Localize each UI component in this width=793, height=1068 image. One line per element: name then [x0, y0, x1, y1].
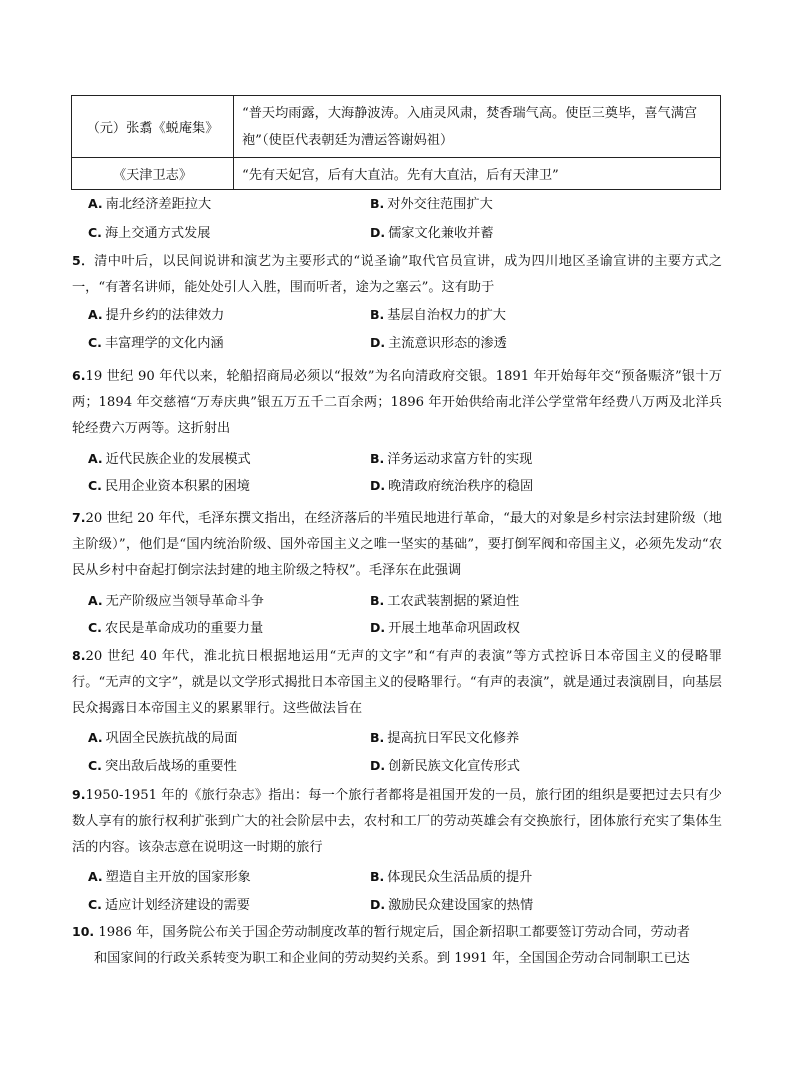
option-b[interactable]: B. 工农武装割据的紧迫性 — [370, 593, 520, 609]
option-b[interactable]: B. 基层自治权力的扩大 — [370, 307, 506, 323]
option-c[interactable]: C. 民用企业资本积累的困境 — [88, 478, 250, 494]
question-10-stem: 10. 1986 年，国务院公布关于国企劳动制度改革的暂行规定后，国企新招职工都要签订劳动合同，劳动者 — [72, 924, 690, 940]
question-5-stem: 5．清中叶后，以民间说讲和演艺为主要形式的“说圣谕”取代官员宣讲，成为四川地区圣谕宣讲的主要方式之一，“有著名讲师，能处处引人入胜，围而听者，途为之塞云”。这有助于 — [72, 253, 722, 295]
table-row — [72, 96, 721, 158]
option-b[interactable]: B. 洋务运动求富方针的实现 — [370, 451, 533, 467]
option-c[interactable]: C. 丰富理学的文化内涵 — [88, 335, 224, 351]
option-b[interactable]: B. 提高抗日军民文化修养 — [370, 730, 520, 746]
option-c[interactable]: C. 突出敌后战场的重要性 — [88, 758, 237, 774]
option-a[interactable]: A. 巩固全民族抗战的局面 — [88, 730, 238, 746]
option-a[interactable]: A. 南北经济差距拉大 — [88, 196, 212, 212]
source-name: （元）张翥《蜕庵集》 — [72, 96, 234, 158]
question-9-stem: 9.1950-1951 年的《旅行杂志》指出：每一个旅行者都将是祖国开发的一员，旅行团的组织是要把过去只有少数人享有的旅行权利扩张到广大的社会阶层中去，农村和工厂的劳动英雄会有交换旅行，团体旅行充实了集体生活的内容。该杂志意在说明这一时期的旅行 — [72, 787, 722, 855]
question-6-stem: 6.19 世纪 90 年代以来，轮船招商局必须以“报效”为名向清政府交银。1891 年开始每年交“预备赈济”银十万两；1894 年交慈禧“万寿庆典”银五万五千二百余两；1896 年开始供给南北洋公学堂常年经费八万两及北洋兵轮经费六万两等。这折射出 — [72, 368, 722, 436]
option-d[interactable]: D. 儒家文化兼收并蓄 — [370, 225, 494, 241]
source-quote: “先有天妃宫，后有大直沽。先有大直沽，后有天津卫” — [234, 158, 721, 190]
option-c[interactable]: C. 农民是革命成功的重要力量 — [88, 620, 264, 636]
source-table — [71, 95, 721, 190]
option-c[interactable]: C. 海上交通方式发展 — [88, 225, 211, 241]
table-row — [72, 158, 721, 190]
option-a[interactable]: A. 近代民族企业的发展模式 — [88, 451, 251, 467]
option-d[interactable]: D. 激励民众建设国家的热情 — [370, 897, 534, 913]
option-d[interactable]: D. 主流意识形态的渗透 — [370, 335, 507, 351]
question-7-stem: 7.20 世纪 20 年代，毛泽东撰文指出，在经济落后的半殖民地进行革命，“最大的对象是乡村宗法封建阶级（地主阶级）”，他们是“国内统治阶级、国外帝国主义之唯一坚实的基础”，要打倒军阀和帝国主义，必须先发动“农民从乡村中奋起打倒宗法封建的地主阶级之特权”。毛泽东在此强调 — [72, 510, 722, 578]
option-b[interactable]: B. 对外交往范围扩大 — [370, 196, 493, 212]
option-a[interactable]: A. 提升乡约的法律效力 — [88, 307, 225, 323]
option-b[interactable]: B. 体现民众生活品质的提升 — [370, 869, 533, 885]
option-d[interactable]: D. 开展土地革命巩固政权 — [370, 620, 520, 636]
source-quote: “普天均雨露，大海静波涛。入庙灵风肃，焚香瑞气高。使臣三奠毕，喜气满宫袍”（使臣代表朝廷为漕运答谢妈祖） — [234, 96, 721, 158]
option-c[interactable]: C. 适应计划经济建设的需要 — [88, 897, 250, 913]
question-8-stem: 8.20 世纪 40 年代，淮北抗日根据地运用“无声的文字”和“有声的表演”等方式控诉日本帝国主义的侵略罪行。“无声的文字”，就是以文学形式揭批日本帝国主义的侵略罪行。“有声的表演”，就是通过表演剧目，向基层民众揭露日本帝国主义的累累罪行。这些做法旨在 — [72, 648, 722, 716]
option-a[interactable]: A. 无产阶级应当领导革命斗争 — [88, 593, 264, 609]
question-10-stem-continued: 和国家间的行政关系转变为职工和企业间的劳动契约关系。到 1991 年，全国国企劳动合同制职工已达 — [94, 951, 690, 966]
option-d[interactable]: D. 晚清政府统治秩序的稳固 — [370, 478, 534, 494]
source-name: 《天津卫志》 — [72, 158, 234, 190]
option-d[interactable]: D. 创新民族文化宣传形式 — [370, 758, 520, 774]
option-a[interactable]: A. 塑造自主开放的国家形象 — [88, 869, 251, 885]
